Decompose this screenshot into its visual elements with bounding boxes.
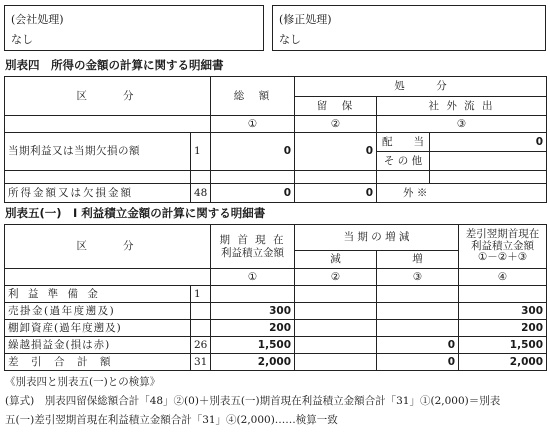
company-treatment-box [4,5,264,51]
table4-header-kubun: 区 分 [5,77,211,116]
table5-header-kishu-line2: 利益積立金額 [221,246,284,259]
table5-row-sashi: 2,000 [459,354,547,371]
table4-index-1: ① [211,116,295,133]
verification-formula-line2: 五(一)差引翌期首現在利益積立金額合計「31」④(2,000)……検算一致 [5,414,338,426]
table4-header-total: 総 額 [211,77,295,116]
table5-row-zou: 0 [377,337,459,354]
table4-header-shagai: 社 外 流 出 [377,97,547,116]
table4-row2-gai: 外 ※ [377,184,547,203]
table4 [4,76,547,203]
table5-row-gen [295,286,377,303]
table5-index-4: ④ [459,269,547,286]
table5-row-zou: 0 [377,354,459,371]
table5-row-label: 利 益 準 備 金 [5,286,191,303]
table4-row1-label: 当期利益又は当期欠損の額 [5,133,191,171]
table5-row-kishu: 200 [211,320,295,337]
verification-formula-line1: (算式) 別表四留保総額合計「48」②(0)＋別表五(一)期首現在利益積立金額合計「31」①(2,000)＝別表 [5,395,501,407]
table5-heading: 別表五(一) Ⅰ 利益積立金額の計算に関する明細書 [5,206,266,220]
table4-row1-no: 1 [191,133,211,171]
table4-spacer-ryuho [295,171,377,184]
company-treatment-body: なし [11,33,33,46]
verification-title: 《別表四と別表五(一)との検算》 [5,376,161,388]
table5-header-kishu-line1: 期 首 現 在 [219,234,286,247]
table5-row-kishu: 2,000 [211,354,295,371]
table4-spacer-total [211,171,295,184]
table4-row2-no: 48 [191,184,211,203]
table4-row1-sonota-label: そ の 他 [377,152,430,171]
table4-spacer-b [430,171,547,184]
table4-spacer-label [5,171,191,184]
table4-index-3: ③ [377,116,547,133]
table5-header-sashihiki [459,225,547,269]
table5-index-3: ③ [377,269,459,286]
table5-header-gen: 減 [295,251,377,269]
table5-row-no [191,320,211,337]
correction-treatment-body: なし [279,33,301,46]
table5-row-gen [295,337,377,354]
table5-row-no: 26 [191,337,211,354]
table5-row-zou [377,286,459,303]
table5-index-1: ① [211,269,295,286]
table5-row-sashi: 200 [459,320,547,337]
table4-row1-haito: 0 [430,133,547,152]
table5-row-kishu [211,286,295,303]
table5-row-kishu: 300 [211,303,295,320]
table4-header-ryuho: 留 保 [295,97,377,116]
table4-row2-ryuho: 0 [295,184,377,203]
table5-row-gen [295,303,377,320]
table5-row-kishu: 1,500 [211,337,295,354]
table4-heading: 別表四 所得の金額の計算に関する明細書 [5,58,224,72]
table4-row1-total: 0 [211,133,295,171]
table4-row2-total: 0 [211,184,295,203]
table5 [4,224,547,371]
table5-row-label: 差 引 合 計 額 [5,354,191,371]
table5-row-sashi [459,286,547,303]
table4-row1-haito-label: 配 当 [377,133,430,152]
correction-treatment-title: (修正処理) [279,13,332,26]
table5-header-kubun: 区 分 [5,225,211,269]
correction-treatment-box [272,5,546,51]
table4-index-blank [5,116,211,133]
table4-header-shobun: 処 分 [295,77,547,97]
table5-row-no [191,303,211,320]
table5-header-kishu [211,225,295,269]
table5-header-sashihiki-line2: 利益積立金額 [471,239,535,252]
table4-spacer-no [191,171,211,184]
table5-row-sashi: 300 [459,303,547,320]
table4-index-2: ② [295,116,377,133]
table5-row-zou [377,320,459,337]
table5-header-zougen: 当 期 の 増 減 [295,225,459,251]
table5-row-label: 繰越損益金(損は赤) [5,337,191,354]
table5-row-label: 棚卸資産(過年度遡及) [5,320,191,337]
table5-row-gen [295,320,377,337]
table5-row-no: 31 [191,354,211,371]
table4-row1-ryuho: 0 [295,133,377,171]
table4-row1-sonota [430,152,547,171]
table5-header-zou: 増 [377,251,459,269]
company-treatment-title: (会社処理) [11,13,64,26]
table4-spacer-a [377,171,430,184]
table5-index-blank [5,269,211,286]
table5-index-2: ② [295,269,377,286]
table5-row-no: 1 [191,286,211,303]
table5-row-gen [295,354,377,371]
table5-header-sashihiki-line1: 差引翌期首現在 [465,228,540,241]
table5-row-sashi: 1,500 [459,337,547,354]
table4-row2-label: 所得金額又は欠損金額 [5,184,191,203]
table5-row-zou [377,303,459,320]
table5-header-sashihiki-line3: ①－②＋③ [477,251,528,264]
table5-row-label: 売掛金(過年度遡及) [5,303,191,320]
